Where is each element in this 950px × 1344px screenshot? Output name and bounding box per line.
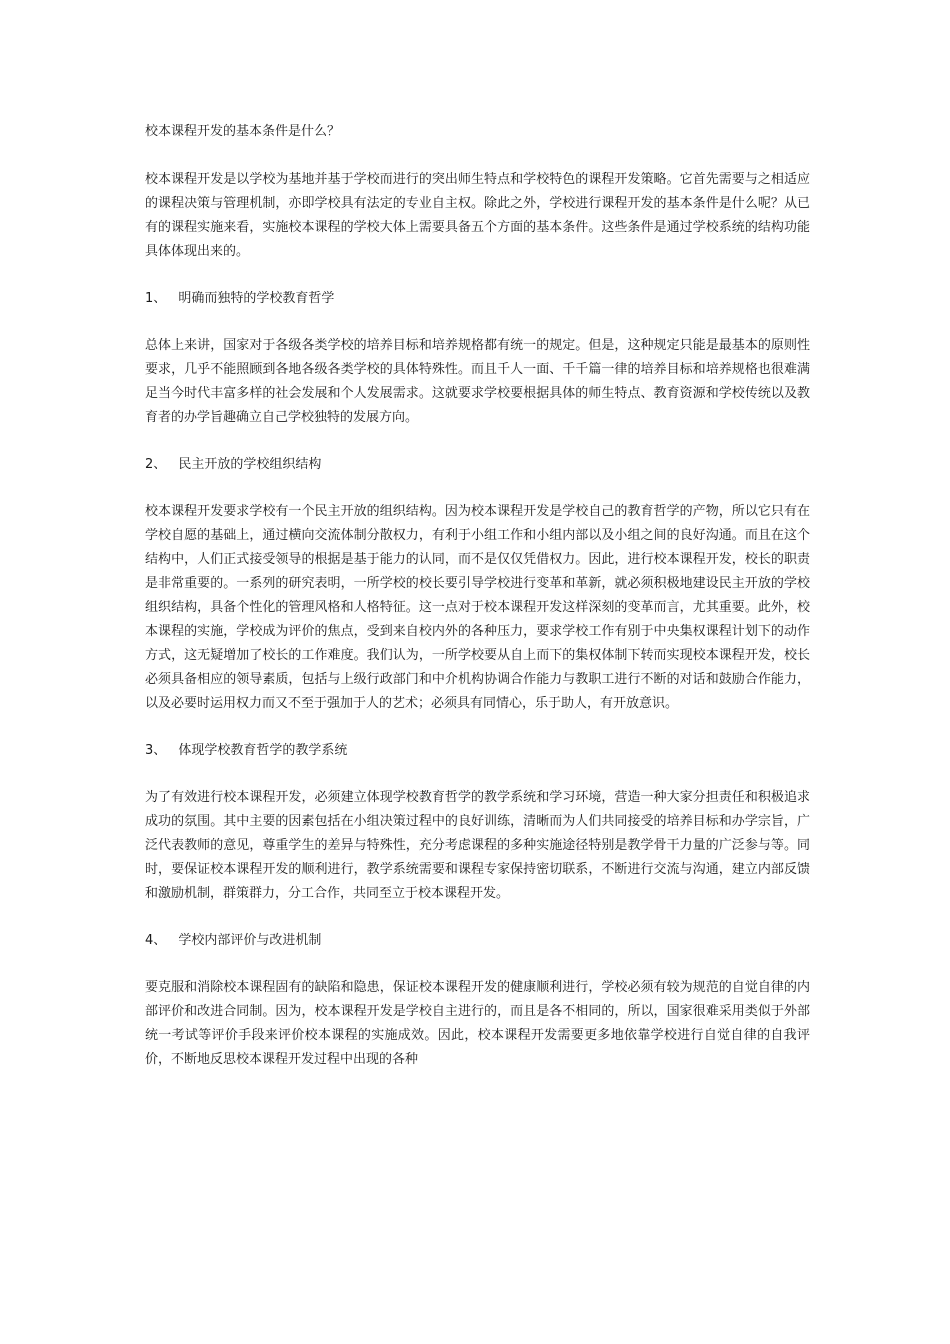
section-title: 体现学校教育哲学的教学系统: [178, 743, 348, 758]
section-body-4: 要克服和消除校本课程固有的缺陷和隐患，保证校本课程开发的健康顺利进行，学校必须有较为规范的自觉自律的内部评价和改进合同制。因为，校本课程开发是学校自主进行的，而且是各不相同的，所以，国家很难采用类似于外部统一考试等评价手段来评价校本课程的实施成效。因此，校本课程开发需要更多地依靠学校进行自觉自律的自我评价，不断地反思校本课程开发过程中出现的各种: [145, 980, 810, 1067]
section-number: 2、: [145, 457, 167, 472]
section-heading-1: [145, 287, 810, 311]
section-body-3: 为了有效进行校本课程开发，必须建立体现学校教育哲学的教学系统和学习环境，营造一种大家分担责任和积极追求成功的氛围。其中主要的因素包括在小组决策过程中的良好训练，清晰而为人们共同接受的培养目标和办学宗旨，广泛代表教师的意见，尊重学生的差异与特殊性，充分考虑课程的多种实施途径特别是教学骨干力量的广泛参与等。同时，要保证校本课程开发的顺利进行，教学系统需要和课程专家保持密切联系，不断进行交流与沟通，建立内部反馈和激励机制，群策群力，分工合作，共同至立于校本课程开发。: [145, 790, 810, 901]
section-title: 学校内部评价与改进机制: [178, 933, 322, 948]
section-body-1: 总体上来讲，国家对于各级各类学校的培养目标和培养规格都有统一的规定。但是，这种规定只能是最基本的原则性要求，几乎不能照顾到各地各级各类学校的具体特殊性。而且千人一面、千千篇一律的培养目标和培养规格也很难满足当今时代丰富多样的社会发展和个人发展需求。这就要求学校要根据具体的师生特点、教育资源和学校传统以及教育者的办学旨趣确立自己学校独特的发展方向。: [145, 338, 810, 425]
section-number: 1、: [145, 291, 167, 306]
section-heading-3: [145, 739, 810, 763]
section-title: 明确而独特的学校教育哲学: [178, 291, 335, 306]
section-heading-4: [145, 929, 810, 953]
document-title: 校本课程开发的基本条件是什么？: [145, 124, 341, 139]
section-number: 4、: [145, 933, 167, 948]
section-body-2: 校本课程开发要求学校有一个民主开放的组织结构。因为校本课程开发是学校自己的教育哲学的产物，所以它只有在学校自愿的基础上，通过横向交流体制分散权力，有利于小组工作和小组内部以及小组之间的良好沟通。而且在这个结构中，人们正式接受领导的根据是基于能力的认同，而不是仅仅凭借权力。因此，进行校本课程开发，校长的职责是非常重要的。一系列的研究表明，一所学校的校长要引导学校进行变革和革新，就必须积极地建设民主开放的学校组织结构，具备个性化的管理风格和人格特征。这一点对于校本课程开发这样深刻的变革而言，尤其重要。此外，校本课程的实施，学校成为评价的焦点，受到来自校内外的各种压力，要求学校工作有别于中央集权课程计划下的动作方式，这无疑增加了校长的工作难度。我们认为，一所学校要从自上而下的集权体制下转而实现校本课程开发，校长必须具备相应的领导素质，包括与上级行政部门和中介机构协调合作能力与教职工进行不断的对话和鼓励合作能力，以及必要时运用权力而又不至于强加于人的艺术；必须具有同情心，乐于助人，有开放意识。: [145, 504, 810, 711]
document-page: [145, 120, 810, 1095]
intro-paragraph: 校本课程开发是以学校为基地并基于学校而进行的突出师生特点和学校特色的课程开发策略。它首先需要与之相适应的课程决策与管理机制，亦即学校具有法定的专业自主权。除此之外，学校进行课程开发的基本条件是什么呢？从已有的课程实施来看，实施校本课程的学校大体上需要具备五个方面的基本条件。这些条件是通过学校系统的结构功能具体体现出来的。: [145, 172, 810, 259]
section-heading-2: [145, 453, 810, 477]
section-title: 民主开放的学校组织结构: [178, 457, 322, 472]
section-number: 3、: [145, 743, 167, 758]
